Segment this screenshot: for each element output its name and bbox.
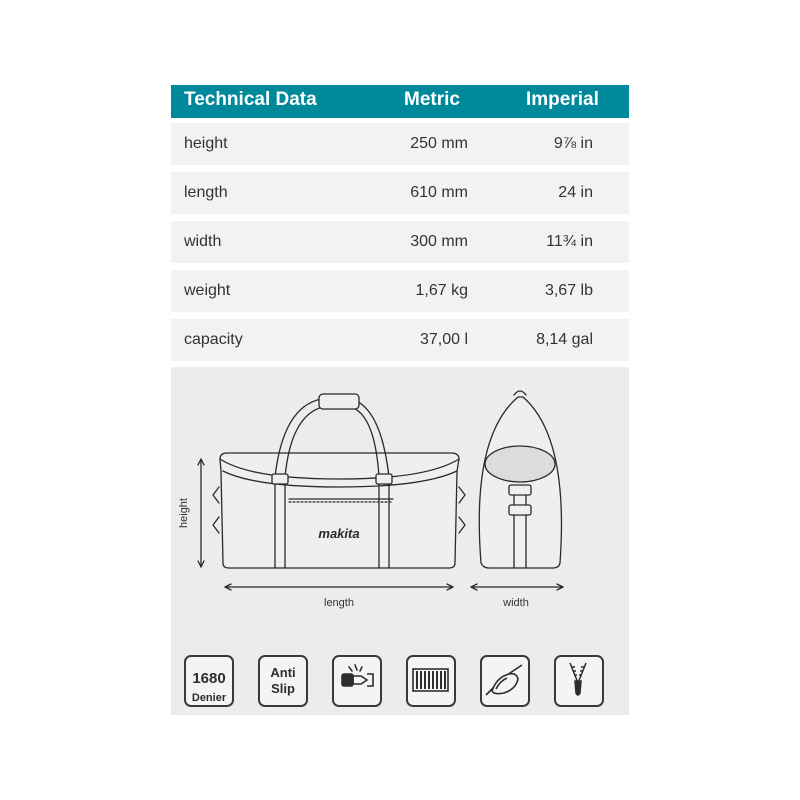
table-row xyxy=(171,270,629,312)
makita-logo: makita xyxy=(318,526,360,541)
dim-length-label: length xyxy=(324,597,354,609)
row-imperial-value: 8,14 gal xyxy=(536,331,593,348)
table-header xyxy=(171,85,629,118)
row-imperial-value: 11¾ in xyxy=(546,233,593,250)
table-row xyxy=(171,123,629,165)
row-label: weight xyxy=(184,282,231,299)
technical-data-table xyxy=(171,85,629,361)
dim-height-label: height xyxy=(178,498,190,528)
zipper-icon xyxy=(554,655,604,707)
table-row xyxy=(171,172,629,214)
shoulder-pad-icon xyxy=(480,655,530,707)
header-imperial: Imperial xyxy=(526,89,599,110)
feature-icons xyxy=(184,655,624,709)
row-metric-value: 610 mm xyxy=(410,184,468,201)
dim-width-label: width xyxy=(503,597,529,609)
row-imperial-value: 24 in xyxy=(558,184,593,201)
table-row xyxy=(171,221,629,263)
table-row xyxy=(171,319,629,361)
row-label: width xyxy=(184,233,222,250)
row-imperial-value: 9⅞ in xyxy=(553,135,593,152)
row-label: capacity xyxy=(184,331,243,348)
row-metric-value: 300 mm xyxy=(410,233,468,250)
header-technical-data: Technical Data xyxy=(184,89,317,110)
row-metric-value: 250 mm xyxy=(410,135,468,152)
buckle-icon xyxy=(332,655,382,707)
anti-label: Anti xyxy=(270,665,296,680)
row-metric-value: 1,67 kg xyxy=(415,282,468,299)
denier-number: 1680 xyxy=(192,670,226,687)
fabric-denier-icon xyxy=(184,655,234,707)
header-metric: Metric xyxy=(404,89,460,110)
denier-label: Denier xyxy=(191,692,227,704)
row-imperial-value: 3,67 lb xyxy=(544,282,593,299)
anti-slip-icon xyxy=(258,655,308,707)
webbing-strap-icon xyxy=(406,655,456,707)
row-label: height xyxy=(184,135,228,152)
row-metric-value: 37,00 l xyxy=(419,331,468,348)
slip-label: Slip xyxy=(271,681,295,696)
row-label: length xyxy=(184,184,228,201)
